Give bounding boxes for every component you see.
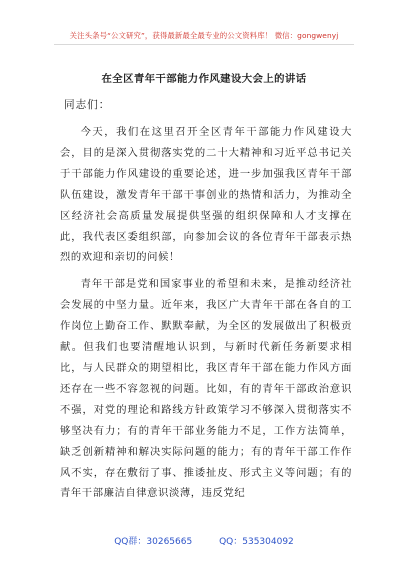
qq-group-text: QQ群：30265665 [114, 537, 193, 547]
paragraph: 青年干部是党和国家事业的希望和未来，是推动经济社会发展的中坚力量。近年来，我区广大青年干部在各自的工作岗位上勤奋工作、默默奉献，为全区的发展做出了积极贡献。但我们也要清醒地认识到，与新时代新任务新要求相比，与人民群众的期望相比，我区青年干部在能力作风方面还存在一些不容忽视的问题。比如，有的青年干部政治意识不强，对党的理论和路线方针政策学习不够深入贯彻落实不够坚决有力；有的青年干部业务能力不足，工作方法简单，缺乏创新精神和解决实际问题的能力；有的青年干部工作作风不实，存在敷衍了事、推诿扯皮、形式主义等问题；有的青年干部廉洁自律意识淡薄，违反党纪 [60, 278, 352, 500]
footer-contact [0, 534, 408, 547]
document-body [60, 122, 352, 504]
salutation: 同志们： [64, 99, 111, 111]
qq-text: QQ：535304092 [219, 537, 294, 547]
paragraph: 今天，我们在这里召开全区青年干部能力作风建设大会，目的是深入贯彻落实党的二十大精神和习近平总书记关于干部能力作风建设的重要论述，进一步加强我区青年干部队伍建设，激发青年干部干事创业的热情和活力，为推动全区经济社会高质量发展提供坚强的组织保障和人才支撑在此，我代表区委组织部，向参加会议的各位青年干部表示热烈的欢迎和亲切的问候！ [60, 126, 352, 264]
header-banner: 关注头条号“公文研究”，获得最新最全最专业的公文资料库！ 微信：gongwenyj [69, 31, 339, 40]
document-title: 在全区青年干部能力作风建设大会上的讲话 [101, 73, 307, 85]
header-divider [54, 44, 354, 45]
